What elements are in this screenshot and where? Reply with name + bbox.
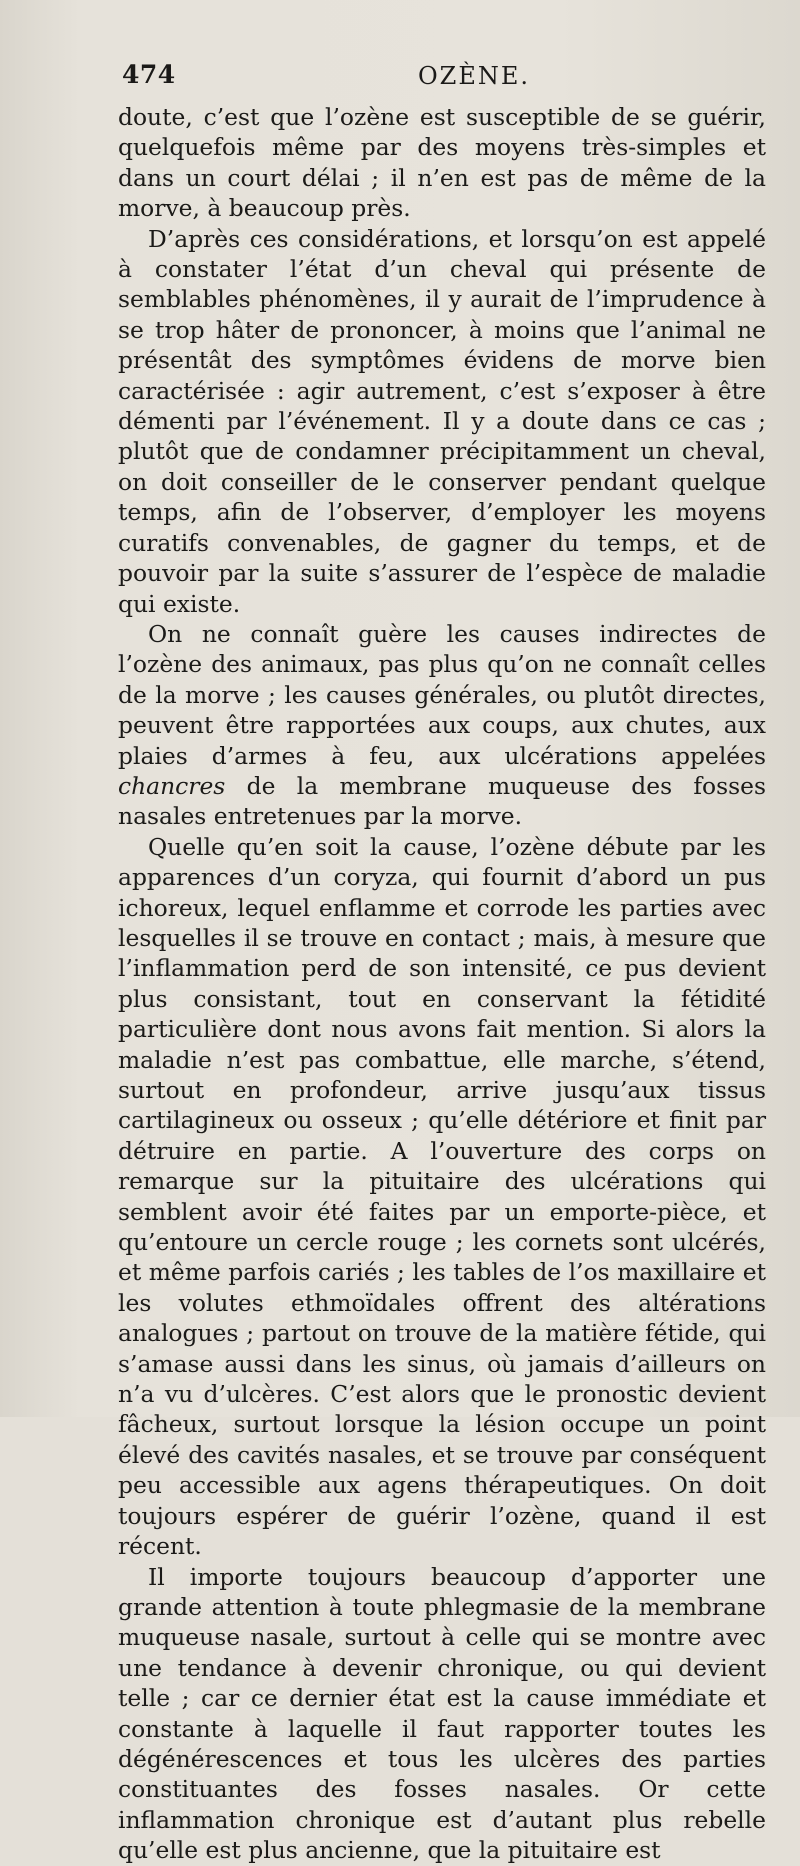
paragraph-causes-text-after: de la membrane muqueuse des fosses nasales entretenues par la morve. — [118, 771, 766, 831]
paragraph-progression: Quelle qu’en soit la cause, l’ozène débute par les apparences d’un coryza, qui fournit d’abord un pus ichoreux, lequel enflamme et corrode les parties avec lesquelles il se trouve en contact ; mais, à mesure que l’inflammation perd de son intensité, ce pus devient plus consistant, tout en conservant la fétidité particulière dont nous avons fait mention. Si alors la maladie n’est pas combattue, elle marche, s’étend, surtout en profondeur, arrive jusqu’aux tissus cartilagineux ou osseux ; qu’elle détériore et finit par détruire en partie. A l’ouverture des corps on remarque sur la pituitaire des ulcérations qui semblent avoir été faites par un emporte-pièce, et qu’entoure un cercle rouge ; les cornets sont ulcérés, et même parfois cariés ; les tables de l’os maxillaire et les volutes ethmoïdales offrent des altérations analogues ; partout on trouve de la matière fétide, qui s’amase aussi dans les sinus, où jamais d’ailleurs on n’a vu d’ulcères. C’est alors que le pronostic devient fâcheux, surtout lorsque la lésion occupe un point élevé des cavités nasales, et se trouve par conséquent peu accessible aux agens thérapeutiques. On doit toujours espérer de guérir l’ozène, quand il est récent. — [118, 832, 766, 1561]
paragraph-treatment: Il importe toujours beaucoup d’apporter une grande attention à toute phlegmasie de la membrane muqueuse nasale, surtout à celle qui se montre avec une tendance à devenir chronique, ou qui devient telle ; car ce dernier état est la cause immédiate et constante à laquelle il faut rapporter toutes les dégénérescences et tous les ulcères des parties constituantes des fosses nasales. Or cette inflammation chronique est d’autant plus rebelle qu’elle est plus ancienne, que la pituitaire est — [118, 1562, 766, 1865]
page-number: 474 — [122, 60, 176, 89]
paragraph-causes-emphasis: chancres — [118, 771, 226, 800]
page-header — [118, 58, 766, 96]
paragraph-considerations: D’après ces considérations, et lorsqu’on est appelé à constater l’état d’un cheval qui présente de semblables phénomènes, il y aurait de l’imprudence à se trop hâter de prononcer, à moins que l’animal ne présentât des symptômes évidens de morve bien caractérisée : agir autrement, c’est s’exposer à être démenti par l’événement. Il y a doute dans ce cas ; plutôt que de condamner précipitamment un cheval, on doit conseiller de le conserver pendant quelque temps, afin de l’observer, d’employer les moyens curatifs convenables, de gagner du temps, et de pouvoir par la suite s’assurer de l’espèce de maladie qui existe. — [118, 224, 766, 618]
page-body — [118, 102, 766, 1866]
running-title: OZÈNE. — [418, 62, 531, 90]
paragraph-causes — [118, 619, 766, 832]
paragraph-causes-text-before: On ne connaît guère les causes indirectes de l’ozène des animaux, pas plus qu’on ne connaît celles de la morve ; les causes générales, ou plutôt directes, peuvent être rapportées aux coups, aux chutes, aux plaies d’armes à feu, aux ulcérations appelées — [118, 619, 766, 770]
paragraph-continuation: doute, c’est que l’ozène est susceptible de se guérir, quelquefois même par des moyens très-simples et dans un court délai ; il n’en est pas de même de la morve, à beaucoup près. — [118, 103, 766, 223]
